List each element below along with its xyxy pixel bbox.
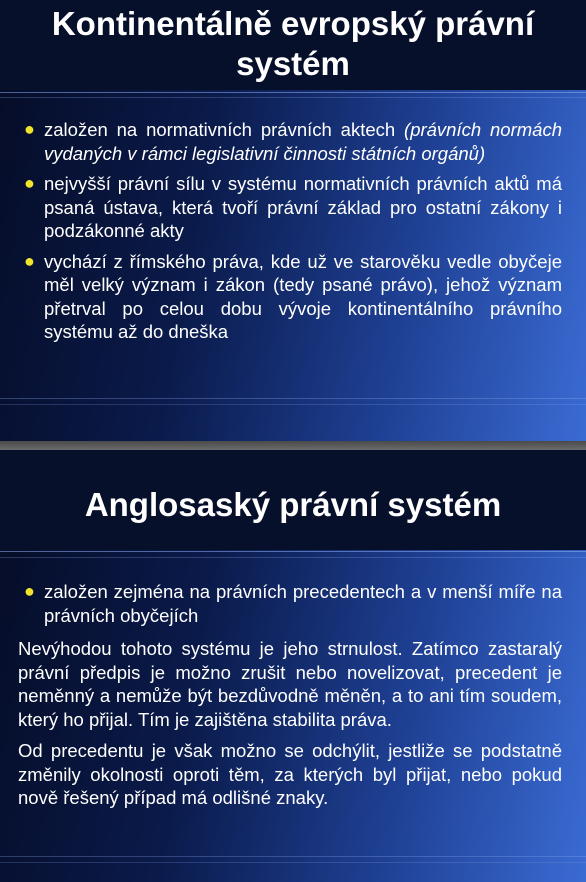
bullet-text: založen na normativních právních aktech [44,119,405,140]
divider-line [0,398,586,399]
slide-title: Kontinentálně evropský právní systém [51,5,535,82]
divider-line [0,551,586,552]
bullet-italic-text: (právních normách vydaných v rámci legislativní činnosti státních orgánů) [44,119,562,164]
bullet-text: nejvyšší právní sílu v systému normativních právních aktů má psaná ústava, která tvoří právní základ pro ostatní zákony i podzákonné akty [44,173,562,241]
bullet-text: vychází z římského práva, kde už ve starověku vedle obyčeje měl velký význam i zákon (tedy psané právo), jehož význam přetrval po celou dobu vývoje kontinentálního právního systému až do dneška [44,250,562,342]
paragraph: Nevýhodou tohoto systému je jeho strnulost. Zatímco zastaralý právní předpis je možno zrušit nebo novelizovat, precedent je neměnný a nemůže být bezdůvodně měněn, a to ani tím soudem, který ho přijal. Tím je zajištěna stabilita práva. [18,638,562,730]
divider-line [0,92,586,93]
content-body [18,580,562,818]
bullet-icon: ● [24,581,35,601]
bullet-icon: ● [24,250,35,271]
divider-line [0,404,586,405]
list-item [22,118,562,165]
paragraph: Od precedentu je však možno se odchýlit, jestliže se podstatně změnily okolnosti oproti těm, za kterých byl přijat, nebo pokud nově řešený případ má odlišné znaky. [18,740,562,808]
divider-line [0,862,586,863]
list-item [22,580,562,627]
slide-title: Anglosaský právní systém [84,486,502,523]
bullet-icon: ● [24,119,35,139]
slide-separator [0,441,586,450]
list-item [22,250,562,344]
bullet-list [22,118,562,351]
divider-line [0,557,586,558]
divider-line [0,97,586,98]
divider-line [0,856,586,857]
slide-anglosaxon [0,450,586,882]
bullet-text: založen zejména na právních precedentech a v menší míře na právních obyčejích [44,581,562,626]
bullet-icon: ● [24,173,35,193]
list-item [22,172,562,243]
